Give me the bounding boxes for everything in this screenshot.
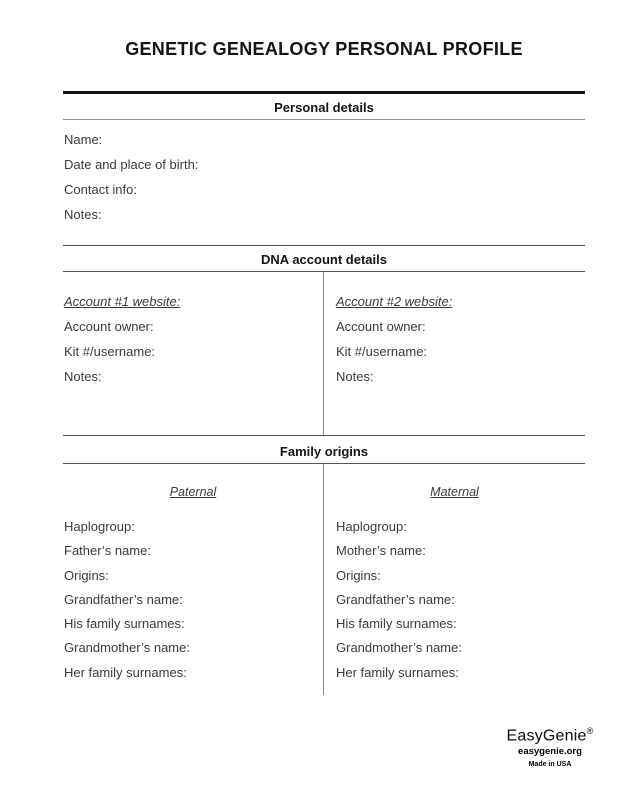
field-label-grandfather-name: Grandfather’s name: [64,591,183,607]
personal-fields [64,127,198,227]
field-label-haplogroup: Haplogroup: [336,519,407,534]
registered-trademark-icon: ® [586,726,594,736]
dna-account-2-fields [336,289,452,389]
field-label-name: Name: [64,132,103,147]
field-label-kit-username: Kit #/username: [336,344,428,359]
section-top-rule [63,91,585,94]
dna-column-divider [323,272,324,435]
brand-text: EasyGenie [506,727,587,745]
dna-account-1-fields [64,289,180,389]
field-label-notes: Notes: [64,207,102,222]
field-label-contact: Contact info: [64,182,137,197]
field-label-kit-username: Kit #/username: [64,344,156,359]
section-rule [63,119,585,120]
brand-name [500,727,600,745]
field-label-origins: Origins: [64,567,109,583]
field-label-his-surnames: His family surnames: [336,616,457,632]
field-label-grandmother-name: Grandmother’s name: [64,640,190,656]
brand-website: easygenie.org [518,746,582,758]
field-label-notes: Notes: [64,369,102,384]
section-heading-dna: DNA account details [261,252,387,267]
maternal-fields [336,515,462,685]
field-label-grandfather-name: Grandfather’s name: [336,591,455,607]
section-rule [63,435,585,436]
section-rule [63,463,585,464]
section-heading-family: Family origins [279,444,369,459]
field-label-haplogroup: Haplogroup: [64,519,135,534]
field-label-grandmother-name: Grandmother’s name: [336,640,462,656]
account-1-website-label: Account #1 website: [64,294,181,309]
paternal-column-heading: Paternal [169,485,217,499]
field-label-notes: Notes: [336,369,374,384]
field-label-mother-name: Mother’s name: [336,543,426,559]
field-label-account-owner: Account owner: [336,319,426,334]
field-label-her-surnames: Her family surnames: [64,664,187,680]
page-title: GENETIC GENEALOGY PERSONAL PROFILE [125,39,523,59]
section-heading-personal: Personal details [274,100,374,115]
account-2-website-label: Account #2 website: [336,294,453,309]
brand-logo [500,727,600,768]
field-label-his-surnames: His family surnames: [64,616,185,632]
paternal-fields [64,515,190,685]
section-rule [63,271,585,272]
made-in-label: Made in USA [528,761,572,769]
field-label-account-owner: Account owner: [64,319,154,334]
field-label-father-name: Father’s name: [64,543,151,559]
field-label-birth: Date and place of birth: [64,157,199,172]
section-rule [63,245,585,246]
field-label-her-surnames: Her family surnames: [336,664,459,680]
field-label-origins: Origins: [336,567,381,583]
maternal-column-heading: Maternal [430,485,479,499]
